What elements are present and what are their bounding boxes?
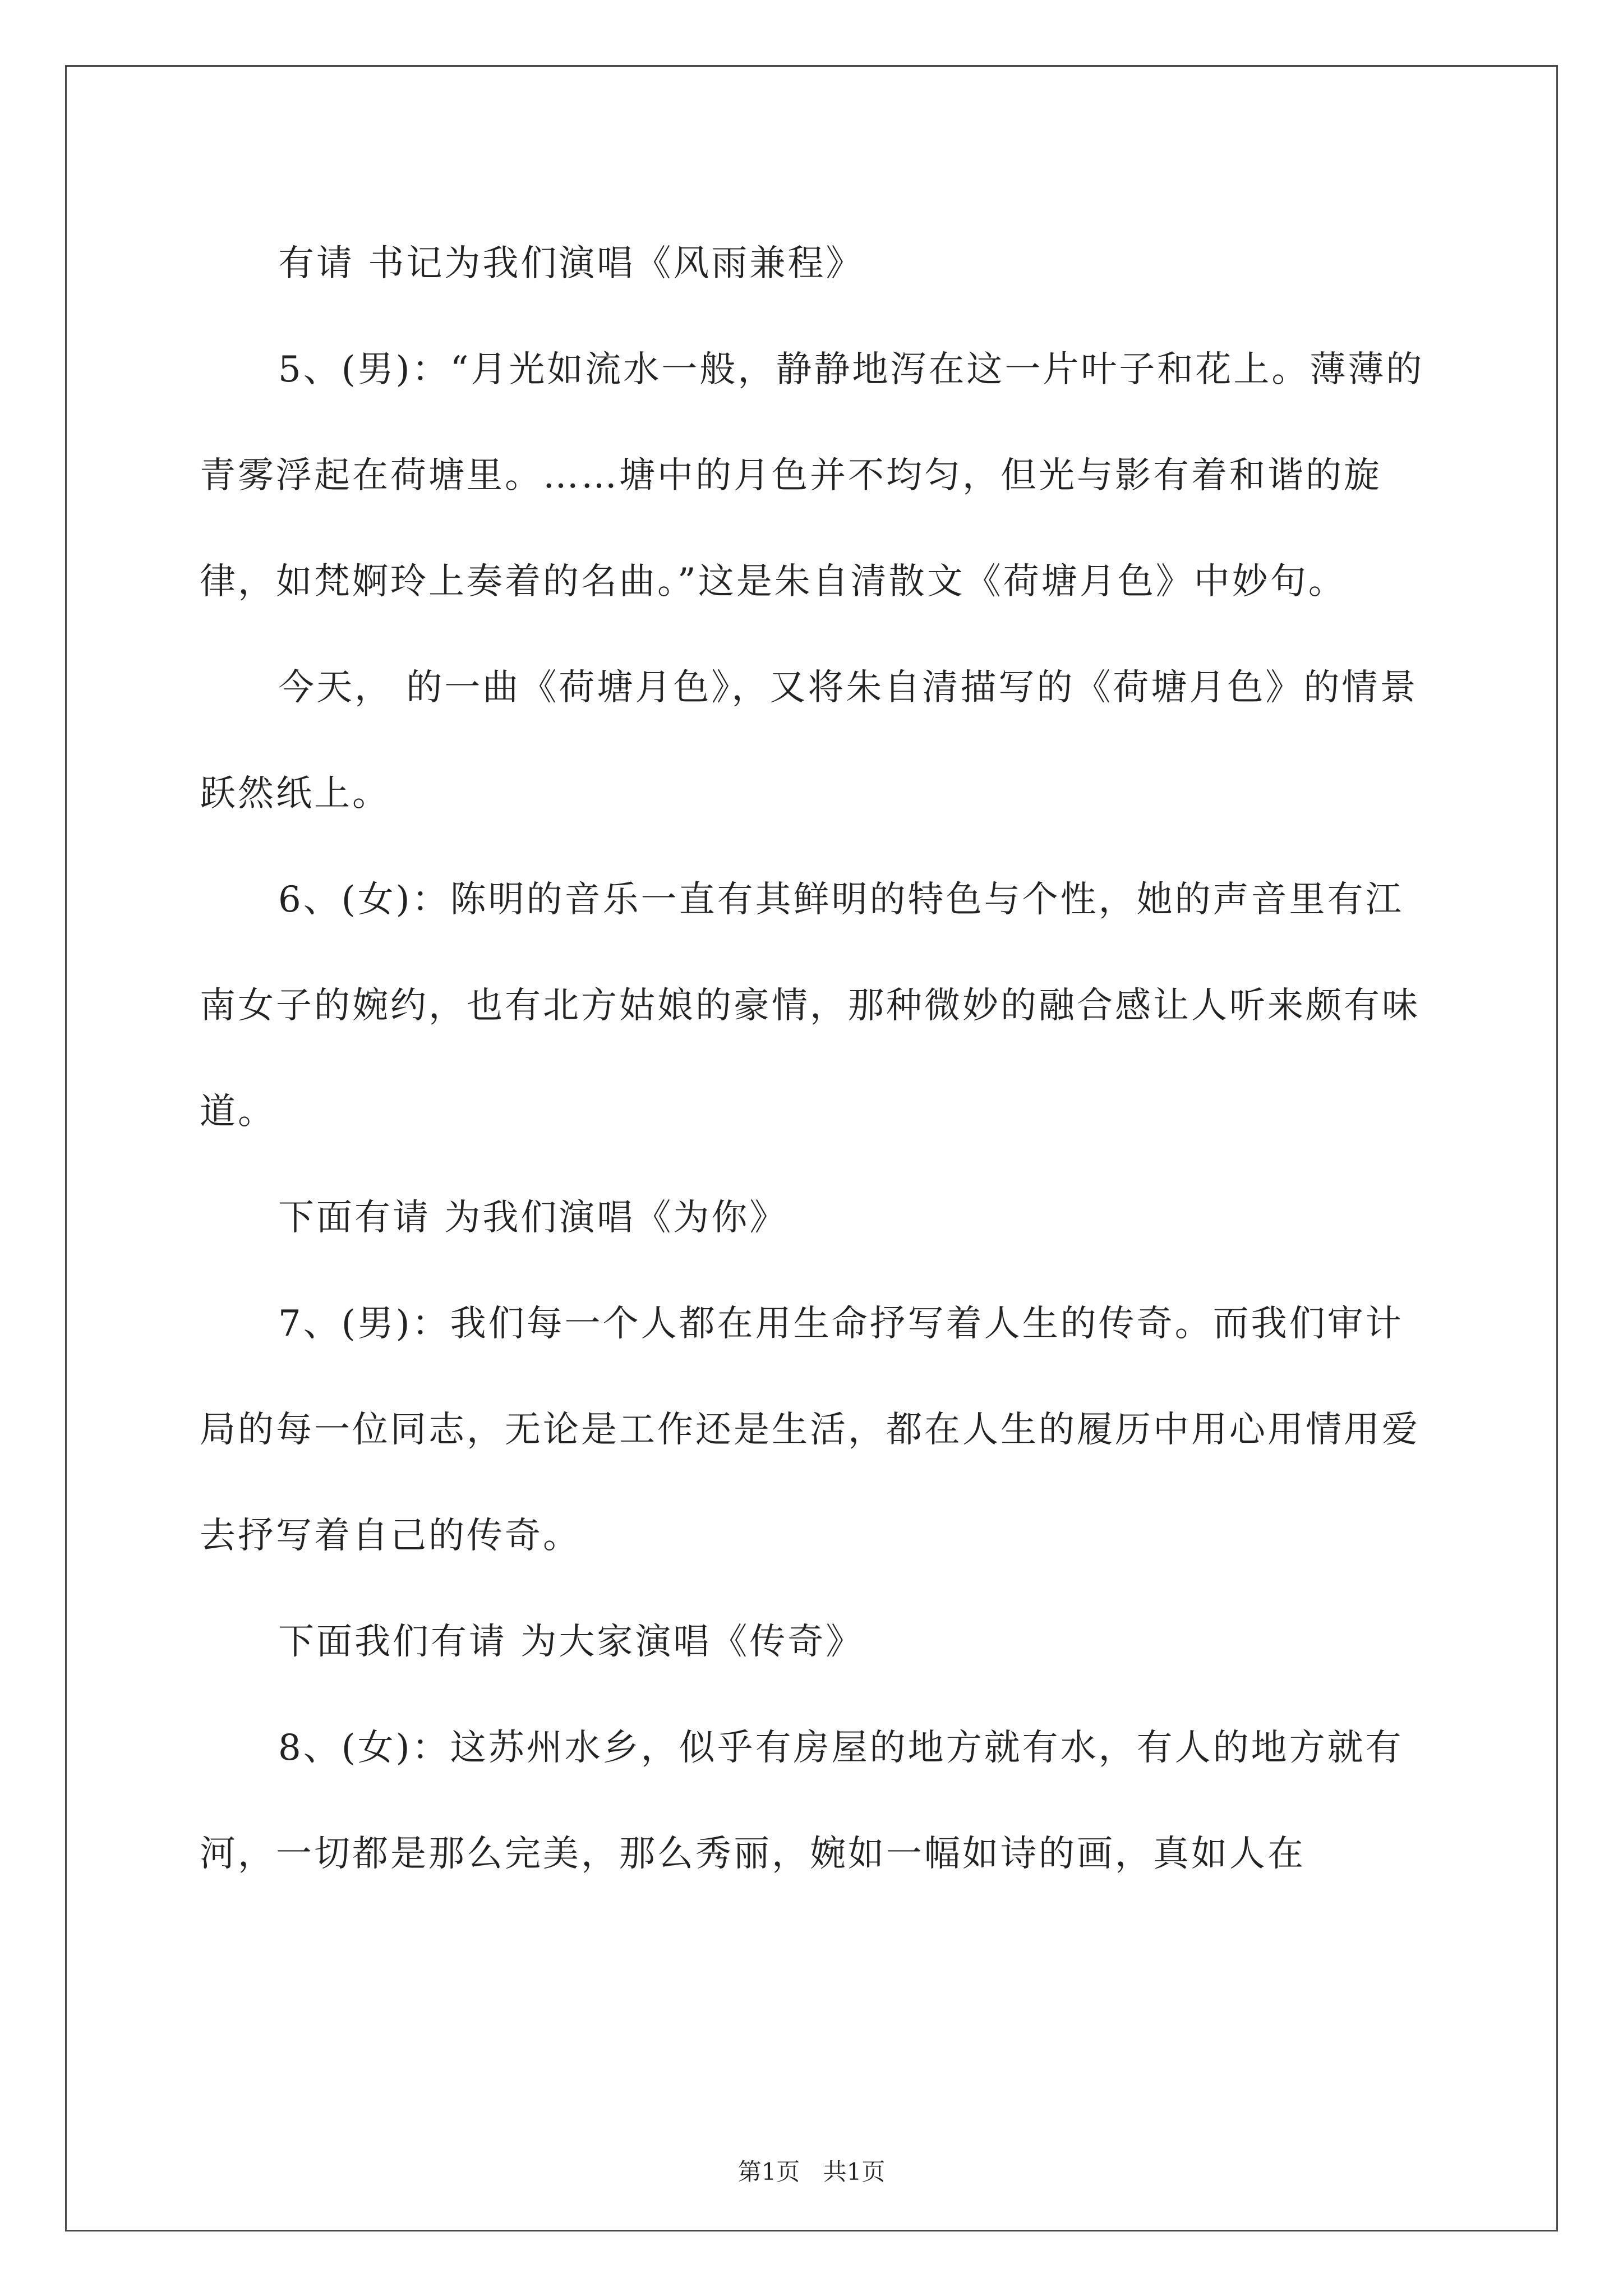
document-body	[200, 211, 1428, 1907]
paragraph: 7、(男)：我们每一个人都在用生命抒写着人生的传奇。而我们审计局的每一位同志，无论是工作还是生活，都在人生的履历中用心用情用爱去抒写着自己的传奇。	[200, 1303, 1420, 1557]
paragraph: 下面我们有请 为大家演唱《传奇》	[278, 1621, 864, 1663]
paragraph: 今天， 的一曲《荷塘月色》，又将朱自清描写的《荷塘月色》的情景跃然纸上。	[200, 667, 1418, 815]
page-number: 第1页	[737, 2158, 800, 2185]
paragraph: 5、(男)：“月光如流水一般，静静地泻在这一片叶子和花上。薄薄的青雾浮起在荷塘里。……塘中的月色并不均匀，但光与影有着和谐的旋律，如梵婀玲上奏着的名曲。”这是朱自清散文《荷塘月色》中妙句。	[200, 349, 1424, 602]
paragraph: 6、(女)：陈明的音乐一直有其鲜明的特色与个性，她的声音里有江南女子的婉约，也有北方姑娘的豪情，那种微妙的融合感让人听来颇有味道。	[200, 879, 1420, 1133]
page-footer	[0, 2155, 1623, 2189]
paragraph: 有请 书记为我们演唱《风雨兼程》	[278, 243, 864, 284]
page-total: 共1页	[823, 2158, 886, 2185]
paragraph: 下面有请 为我们演唱《为你》	[278, 1197, 788, 1239]
paragraph: 8、(女)：这苏州水乡，似乎有房屋的地方就有水，有人的地方就有河，一切都是那么完美，那么秀丽，婉如一幅如诗的画，真如人在	[200, 1727, 1404, 1875]
